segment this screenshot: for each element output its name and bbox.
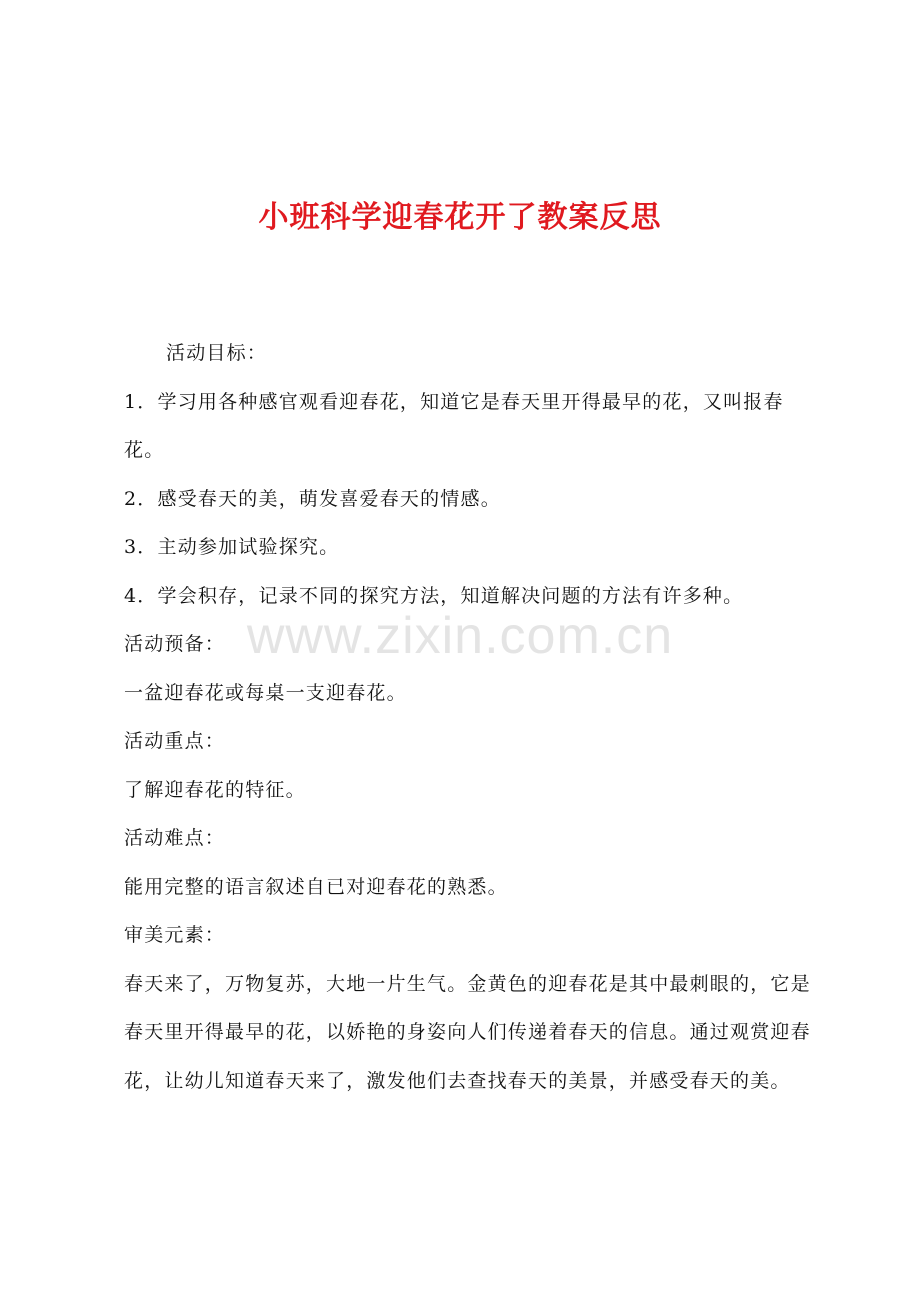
section-heading-aesthetic: 审美元素： bbox=[124, 924, 226, 946]
preparation-text: 一盆迎春花或每桌一支迎春花。 bbox=[124, 681, 407, 704]
document-body bbox=[124, 329, 824, 1105]
section-heading-preparation: 活动预备： bbox=[124, 633, 226, 655]
objective-item-3: 3．主动参加试验探究。 bbox=[124, 536, 340, 558]
focus-text: 了解迎春花的特征。 bbox=[124, 778, 306, 801]
section-heading-focus: 活动重点： bbox=[124, 730, 226, 752]
section-heading-difficulty: 活动难点： bbox=[124, 827, 226, 849]
document-title: 小班科学迎春花开了教案反思 bbox=[258, 200, 662, 235]
section-heading-objectives: 活动目标： bbox=[166, 342, 268, 364]
aesthetic-text: 春天来了，万物复苏，大地一片生气。金黄色的迎春花是其中最刺眼的，它是春天里开得最早的花，以娇艳的身姿向人们传递着春天的信息。通过观赏迎春花，让幼儿知道春天来了，激发他们去查找春天的美景，并感受春天的美。 bbox=[124, 972, 811, 1092]
objective-item-1: 1．学习用各种感官观看迎春花，知道它是春天里开得最早的花，又叫报春花。 bbox=[124, 390, 784, 461]
objective-item-4: 4．学会积存，记录不同的探究方法，知道解决问题的方法有许多种。 bbox=[124, 584, 744, 607]
objective-item-2: 2．感受春天的美，萌发喜爱春天的情感。 bbox=[124, 487, 501, 510]
watermark-text: www.zixin.com.cn bbox=[246, 607, 674, 665]
difficulty-text: 能用完整的语言叙述自已对迎春花的熟悉。 bbox=[124, 875, 508, 898]
